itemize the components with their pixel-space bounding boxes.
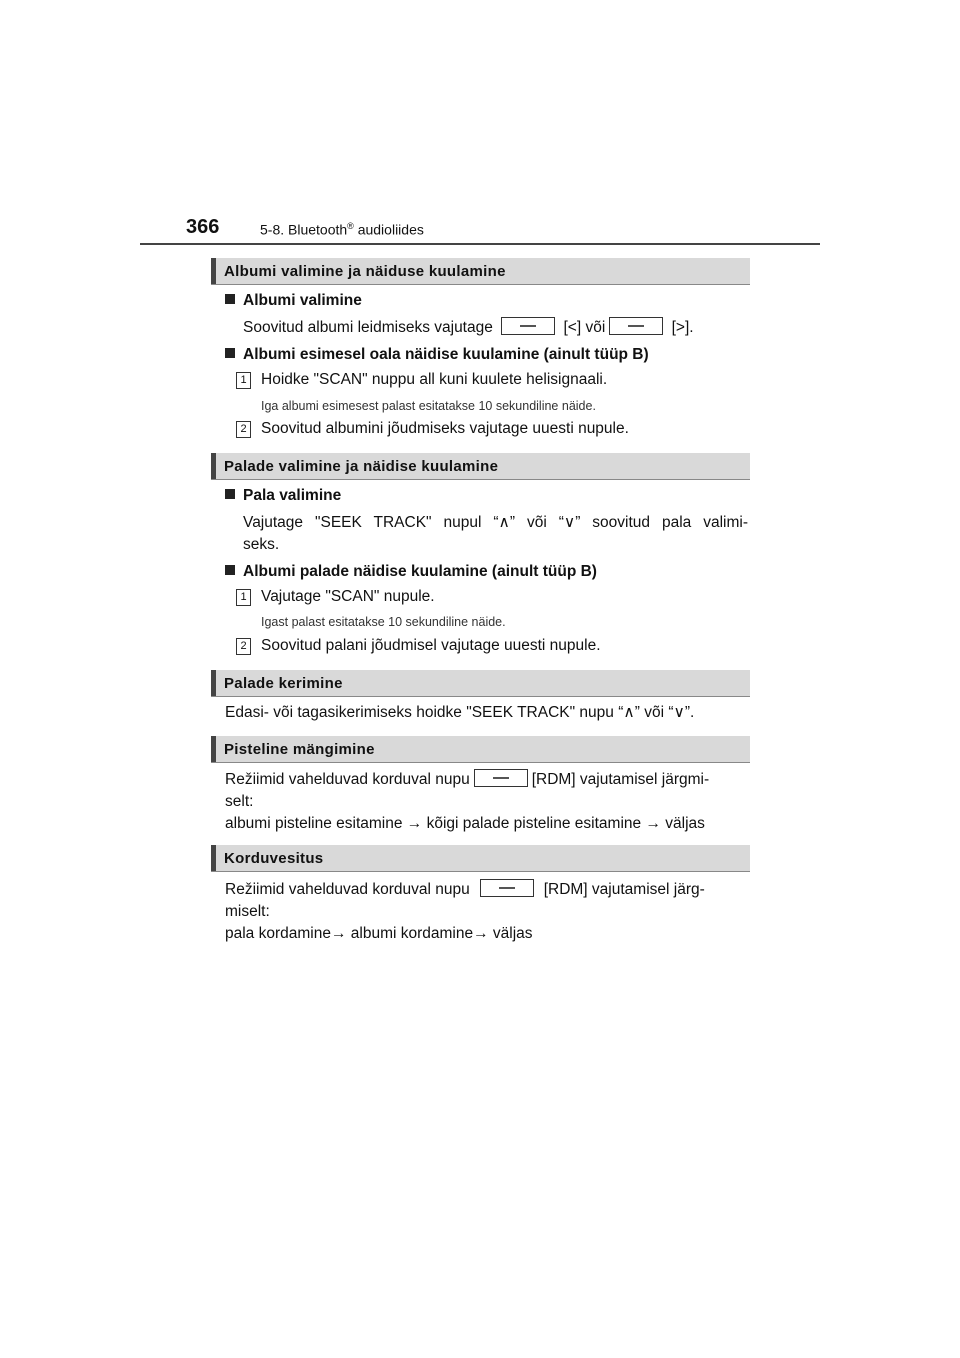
button-icon bbox=[501, 317, 555, 335]
button-icon bbox=[480, 879, 534, 897]
section-bar-album: Albumi valimine ja näiduse kuulamine bbox=[211, 258, 750, 285]
random-text-line3: albumi pisteline esitamine → kõigi palade pisteline esitamine → väljas bbox=[225, 815, 705, 832]
repeat-text-line1: Režiimid vahelduvad korduval nupu [RDM] vajutamisel järg- bbox=[225, 881, 705, 898]
repeat-text-line3: pala kordamine→ albumi kordamine→ väljas bbox=[225, 925, 533, 942]
page-number: 366 bbox=[186, 216, 220, 238]
step-number: 1 bbox=[236, 589, 251, 606]
subheading-album-select: Albumi valimine bbox=[225, 292, 362, 310]
step-text: Soovitud albumini jõudmiseks vajutage uuesti nupule. bbox=[261, 420, 629, 437]
album-select-text: Soovitud albumi leidmiseks vajutage [<] või [>]. bbox=[243, 319, 694, 336]
step-note: Iga albumi esimesest palast esitatakse 10 sekundiline näide. bbox=[261, 399, 596, 413]
step-number: 2 bbox=[236, 421, 251, 438]
subheading-album-sample: Albumi esimesel oala näidise kuulamine (ainult tüüp B) bbox=[225, 346, 649, 364]
track-select-text: Vajutage "SEEK TRACK" nupul “∧” või “∨” soovitud pala valimi- bbox=[243, 514, 748, 531]
random-text-line1: Režiimid vahelduvad korduval nupu [RDM] vajutamisel järgmi- bbox=[225, 771, 710, 788]
subheading-track-sample: Albumi palade näidise kuulamine (ainult tüüp B) bbox=[225, 563, 597, 581]
repeat-text-line2: miselt: bbox=[225, 903, 270, 920]
header-rule bbox=[140, 243, 820, 245]
button-icon bbox=[474, 769, 528, 787]
step-number: 2 bbox=[236, 638, 251, 655]
section-bar-track: Palade valimine ja näidise kuulamine bbox=[211, 453, 750, 480]
step-note: Igast palast esitatakse 10 sekundiline näide. bbox=[261, 615, 506, 629]
track-select-text-cont: seks. bbox=[243, 536, 280, 553]
step-number: 1 bbox=[236, 372, 251, 389]
bullet-square-icon bbox=[225, 294, 235, 304]
bullet-square-icon bbox=[225, 348, 235, 358]
section-bar-repeat: Korduvesitus bbox=[211, 845, 750, 872]
bullet-square-icon bbox=[225, 565, 235, 575]
chapter-title: 5-8. Bluetooth® audioliides bbox=[260, 221, 424, 238]
random-text-line2: selt: bbox=[225, 793, 254, 810]
step-text: Hoidke "SCAN" nuppu all kuni kuulete helisignaali. bbox=[261, 371, 608, 388]
button-icon bbox=[609, 317, 663, 335]
scroll-text: Edasi- või tagasikerimiseks hoidke "SEEK TRACK" nupu “∧” või “∨”. bbox=[225, 704, 695, 721]
step-text: Vajutage "SCAN" nupule. bbox=[261, 588, 435, 605]
section-bar-random: Pisteline mängimine bbox=[211, 736, 750, 763]
bullet-square-icon bbox=[225, 489, 235, 499]
step-text: Soovitud palani jõudmisel vajutage uuesti nupule. bbox=[261, 637, 601, 654]
subheading-track-select: Pala valimine bbox=[225, 487, 341, 505]
section-bar-scroll: Palade kerimine bbox=[211, 670, 750, 697]
